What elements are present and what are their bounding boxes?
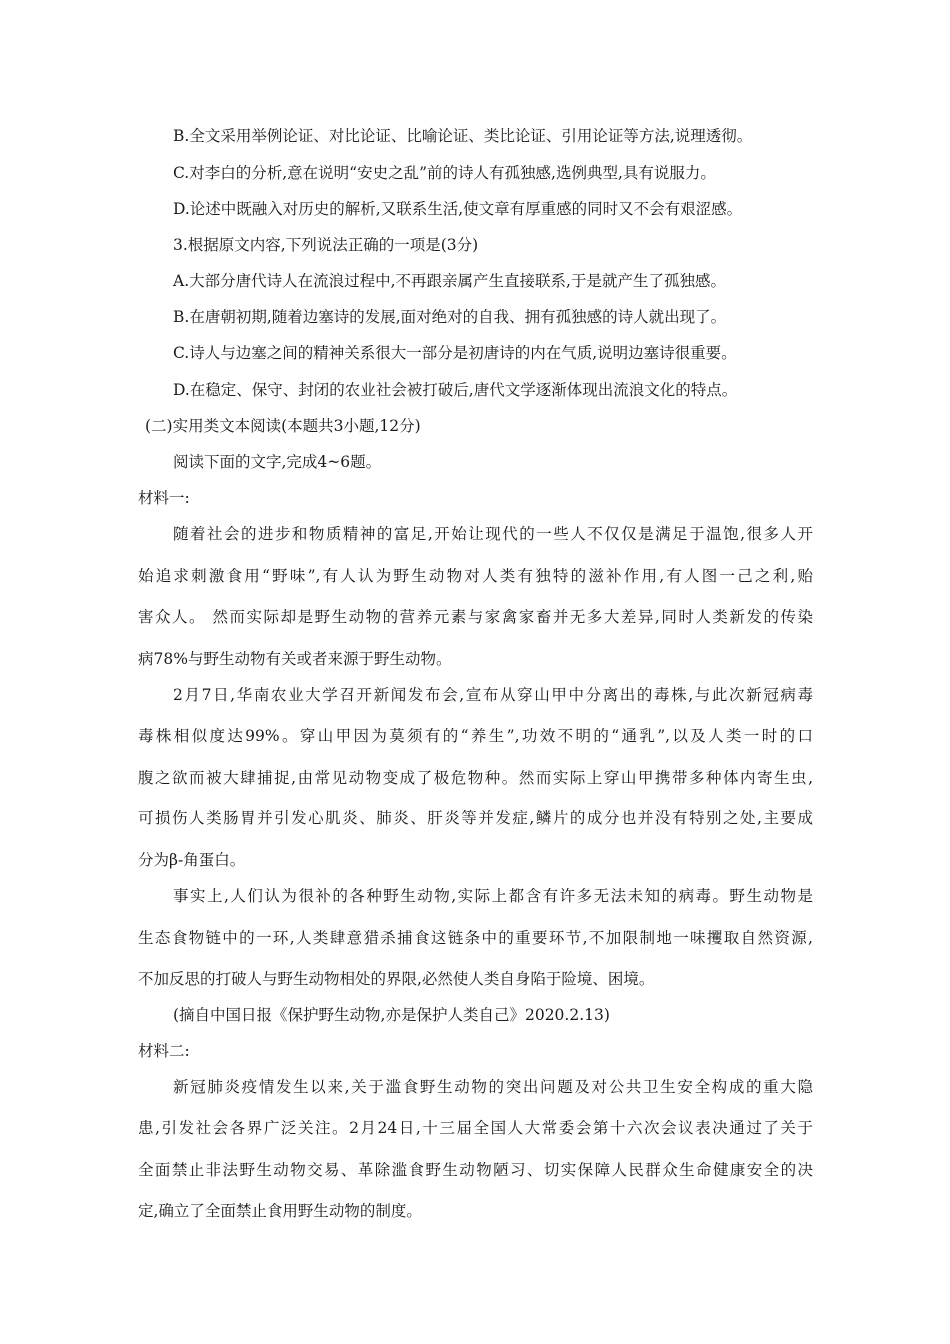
material2-p1-line2: 患,引发社会各界广泛关注。2月24日,十三届全国人大常委会第十六次会议表决通过了关于 bbox=[138, 1119, 813, 1137]
q2-option-c: C.对李白的分析,意在说明“安史之乱”前的诗人有孤独感,选例典型,具有说服力。 bbox=[173, 164, 716, 182]
material1-p1-line3: 害众人。 然而实际却是野生动物的营养元素与家禽家畜并无多大差异,同时人类新发的传染 bbox=[138, 608, 813, 626]
material2-p1-line3: 全面禁止非法野生动物交易、革除滥食野生动物陋习、切实保障人民群众生命健康安全的决 bbox=[138, 1161, 813, 1179]
material1-p1-line2: 始追求刺激食用“野味”,有人认为野生动物对人类有独特的滋补作用,有人图一己之利,贻 bbox=[138, 567, 813, 585]
section2-heading: (二)实用类文本阅读(本题共3小题,12分) bbox=[145, 417, 421, 435]
material1-p3-line1: 事实上,人们认为很补的各种野生动物,实际上都含有许多无法未知的病毒。野生动物是 bbox=[173, 887, 813, 905]
section2-instruction: 阅读下面的文字,完成4~6题。 bbox=[173, 453, 382, 471]
material1-p1-line4: 病78%与野生动物有关或者来源于野生动物。 bbox=[138, 650, 452, 668]
q3-option-d: D.在稳定、保守、封闭的农业社会被打破后,唐代文学逐渐体现出流浪文化的特点。 bbox=[173, 381, 738, 399]
q2-option-b: B.全文采用举例论证、对比论证、比喻论证、类比论证、引用论证等方法,说理透彻。 bbox=[173, 127, 753, 145]
material1-p3-line2: 生态食物链中的一环,人类肆意猎杀捕食这链条中的重要环节,不加限制地一味攫取自然资源, bbox=[138, 929, 813, 947]
q3-option-b: B.在唐朝初期,随着边塞诗的发展,面对绝对的自我、拥有孤独感的诗人就出现了。 bbox=[173, 308, 727, 326]
q3-stem: 3.根据原文内容,下列说法正确的一项是(3分) bbox=[173, 236, 479, 254]
q3-option-c: C.诗人与边塞之间的精神关系很大一部分是初唐诗的内在气质,说明边塞诗很重要。 bbox=[173, 344, 737, 362]
material2-label: 材料二: bbox=[138, 1042, 190, 1060]
material1-p2-line3: 腹之欲而被大肆捕捉,由常见动物变成了极危物种。然而实际上穿山甲携带多种体内寄生虫, bbox=[138, 769, 813, 787]
material2-p1-line1: 新冠肺炎疫情发生以来,关于滥食野生动物的突出问题及对公共卫生安全构成的重大隐 bbox=[173, 1078, 813, 1096]
material2-p1-line4: 定,确立了全面禁止食用野生动物的制度。 bbox=[138, 1202, 422, 1220]
material1-label: 材料一: bbox=[138, 489, 190, 507]
material1-source: (摘自中国日报《保护野生动物,亦是保护人类自己》2020.2.13) bbox=[173, 1006, 610, 1024]
material1-p1-line1: 随着社会的进步和物质精神的富足,开始让现代的一些人不仅仅是满足于温饱,很多人开 bbox=[173, 525, 813, 543]
material1-p3-line3: 不加反思的打破人与野生动物相处的界限,必然使人类自身陷于险境、困境。 bbox=[138, 970, 655, 988]
q2-option-d: D.论述中既融入对历史的解析,又联系生活,使文章有厚重感的同时又不会有艰涩感。 bbox=[173, 200, 743, 218]
material1-p2-line1: 2月7日,华南农业大学召开新闻发布会,宣布从穿山甲中分离出的毒株,与此次新冠病毒 bbox=[173, 686, 813, 704]
material1-p2-line2: 毒株相似度达99%。穿山甲因为莫须有的“养生”,功效不明的“通乳”,以及人类一时的口 bbox=[138, 727, 813, 745]
material1-p2-line5: 分为β-角蛋白。 bbox=[138, 851, 246, 869]
q3-option-a: A.大部分唐代诗人在流浪过程中,不再跟亲属产生直接联系,于是就产生了孤独感。 bbox=[173, 272, 726, 290]
material1-p2-line4: 可损伤人类肠胃并引发心肌炎、肺炎、肝炎等并发症,鳞片的成分也并没有特别之处,主要成 bbox=[138, 809, 813, 827]
